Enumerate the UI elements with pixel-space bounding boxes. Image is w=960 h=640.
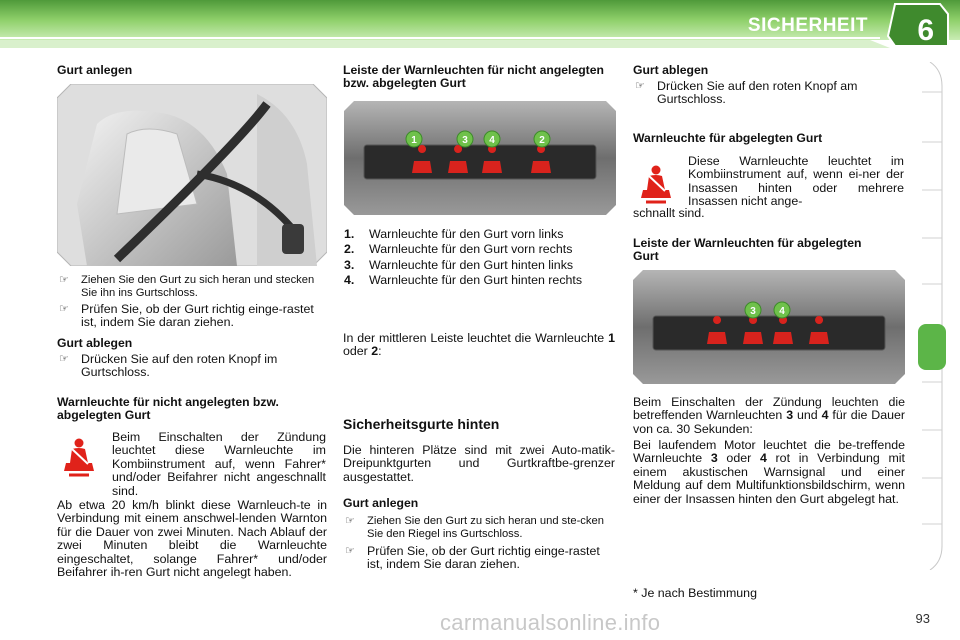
footnote: * Je nach Bestimmung <box>633 586 757 600</box>
pointing-hand-icon: ☞ <box>59 303 69 315</box>
seatbelt-front-photo <box>57 84 327 266</box>
rear-warning-lamp-panel <box>633 270 905 384</box>
pointing-hand-icon: ☞ <box>59 353 69 365</box>
col1-bullet-1: ☞ Ziehen Sie den Gurt zu sich heran und stecken Sie ihn ins Gurtschloss. <box>59 274 315 299</box>
list-item: 2. Warnleuchte für den Gurt vorn rechts <box>344 242 573 257</box>
front-warning-lamp-panel <box>344 101 616 215</box>
watermark: carmanualsonline.info <box>440 610 661 635</box>
col1-warning-heading: Warnleuchte für nicht angelegten bzw. abgelegten Gurt <box>57 395 279 422</box>
list-item: 4. Warnleuchte für den Gurt hinten rechts <box>344 273 583 288</box>
list-item: 1. Warnleuchte für den Gurt vorn links <box>344 227 564 241</box>
col1-warning-paragraph: Ab etwa 20 km/h blinkt diese Warnleuch-te in Verbindung mit einem anschwel-lenden Warnton für die Dauer von zwei Minuten. Nach Ablauf der zwei Minuten bleibt die Warnleuchte eingeschaltet, solange Fahrer* und/oder Beifahrer ih-ren Gurt nicht angelegt haben. <box>57 498 327 580</box>
chapter-title: SICHERHEIT <box>747 15 868 36</box>
col2-middle-bar-text: In der mittleren Leiste leuchtet die Warnleuchte 1 oder 2: <box>343 331 615 359</box>
col3-bullet-1: ☞ Drücken Sie auf den roten Knopf am Gurtschloss. <box>635 79 858 107</box>
panel-label-1: 1 <box>411 135 417 146</box>
col3-engine-running-text: Bei laufendem Motor leuchtet die be-treffende Warnleuchte 3 oder 4 rot in Verbindung mit einem akustischen Warnsignal und einer Meldung auf dem Multifunktionsbildschirm, wenn einer der Insassen hinten den Gurt abgelegt hat. <box>633 438 905 506</box>
panel-label-3: 3 <box>462 135 468 146</box>
col2-panel-heading: Leiste der Warnleuchten für nicht angelegten bzw. abgelegten Gurt <box>343 63 604 90</box>
col3-ignition-text: Beim Einschalten der Zündung leuchten die betreffenden Warnleuchten 3 und 4 für die Dauer von ca. 30 Sekunden: <box>633 395 906 436</box>
col1-bullet-3: ☞ Drücken Sie auf den roten Knopf im Gurtschloss. <box>59 352 278 380</box>
page-number: 93 <box>915 611 930 626</box>
col3-panel-heading: Leiste der Warnleuchten für abgelegten Gurt <box>633 236 862 263</box>
panel-label-4: 4 <box>489 135 495 146</box>
col2-bullet-2: ☞ Prüfen Sie, ob der Gurt richtig einge-rastet ist, indem Sie daran ziehen. <box>345 544 600 572</box>
col2-fasten-heading: Gurt anlegen <box>343 496 419 510</box>
col3-release-heading: Gurt ablegen <box>633 63 709 77</box>
col3-warning-heading: Warnleuchte für abgelegten Gurt <box>633 131 823 145</box>
panel-label-4: 4 <box>779 306 785 317</box>
panel-label-2: 2 <box>539 135 545 146</box>
list-item: 3. Warnleuchte für den Gurt hinten links <box>344 257 574 272</box>
panel-label-3: 3 <box>750 306 756 317</box>
seatbelt-warning-icon <box>60 437 98 477</box>
col1-bullet-2: ☞ Prüfen Sie, ob der Gurt richtig einge-rastet ist, indem Sie daran ziehen. <box>59 302 314 330</box>
chapter-number: 6 <box>917 14 934 47</box>
col2-bullet-1: ☞ Ziehen Sie den Gurt zu sich heran und ste-cken Sie den Riegel ins Gurtschloss. <box>345 515 604 540</box>
col2-lamp-list <box>343 228 615 290</box>
col2-rear-section-text: Die hinteren Plätze sind mit zwei Auto-matik-Dreipunktgurten und Gurtkraftbe-grenzer ausgestattet. <box>343 443 615 484</box>
col3-warning-text: Diese Warnleuchte leuchtet im Kombiinstrument auf, wenn ei-ner der Insassen hinten oder mehrere Insassen nicht ange- <box>688 154 904 209</box>
col3-warning-text-tail: schnallt sind. <box>633 206 705 220</box>
pointing-hand-icon: ☞ <box>635 80 645 92</box>
col1-fasten-heading: Gurt anlegen <box>57 63 133 77</box>
col1-warning-text: Beim Einschalten der Zündung leuchtet diese Warnleuchte im Kombiinstrument auf, wenn Fahrer* und/oder Beifahrer nicht angeschnallt sind. <box>112 430 326 498</box>
col1-release-heading: Gurt ablegen <box>57 336 133 350</box>
pointing-hand-icon: ☞ <box>59 274 69 286</box>
chapter-side-tabs[interactable] <box>918 62 946 570</box>
pointing-hand-icon: ☞ <box>345 545 355 557</box>
pointing-hand-icon: ☞ <box>345 515 355 527</box>
seatbelt-warning-icon <box>637 164 675 204</box>
col2-rear-section-title: Sicherheitsgurte hinten <box>343 416 500 432</box>
